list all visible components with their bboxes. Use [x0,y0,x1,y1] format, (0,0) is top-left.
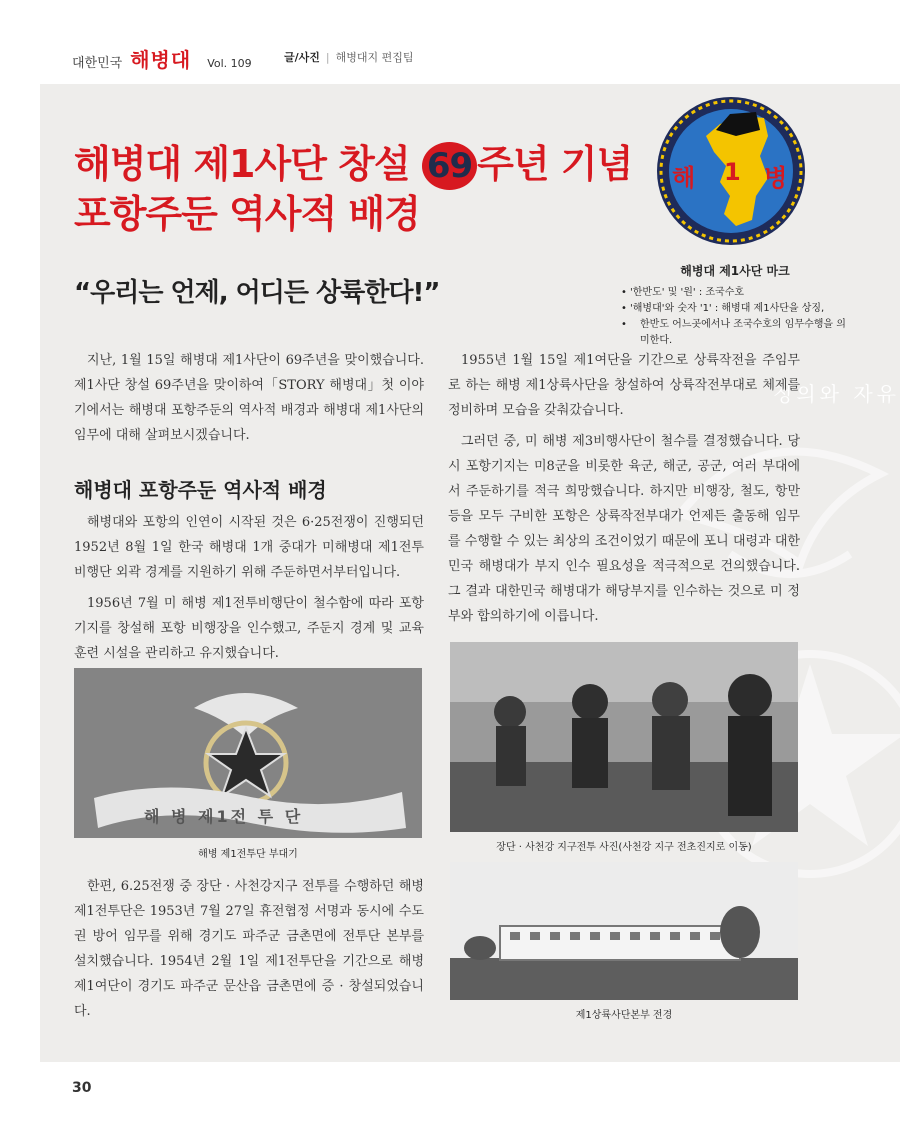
article-subtitle: “우리는 언제, 어디든 상륙한다!” [74,278,440,308]
battle-photo [450,642,798,832]
paragraph-3: 한편, 6.25전쟁 중 장단 · 사천강지구 전투를 수행하던 해병 제1전투단은 1953년 7월 27일 휴전협정 서명과 동시에 수도권 방어 임무를 위해 경기도 파주군 금촌면에 전투단 본부를 설치했습니다. 1954년 2월 1일 제1전투단을 기간으로 해병 제1여단이 경기도 파주군 문산읍 금촌면에 증 · 창설되었습니다. [74,879,424,1019]
division-badge [656,96,806,246]
paragraph-1: 해병대와 포항의 인연이 시작된 것은 6·25전쟁이 진행되던 1952년 8월 1일 한국 해병대 1개 중대가 미해병대 제1전투비행단 외곽 경계를 지원하기 위해 주둔하면서부터입니다. [74,515,424,580]
page-number: 30 [72,1080,92,1096]
badge-caption-list [620,285,850,349]
header-volume: Vol. 109 [207,57,252,70]
header-credit [284,49,414,65]
hq-image [450,862,798,1000]
watermark-text: 정의와 자유 [773,382,900,406]
title-number-69: 69 [422,142,477,190]
header-brand: 해병대 [130,48,192,72]
credit-label: 글/사진 [284,51,320,64]
badge-caption [620,262,850,349]
left-column-body [74,510,424,666]
badge-caption-item: • 한반도 어느곳에서나 조국수호의 임무수행을 의미한다. [630,317,850,349]
badge-text-left: 해 [672,164,696,192]
intro-paragraph [74,348,424,448]
left-column-lower [74,874,424,1024]
badge-caption-item: • '한반도' 및 '원' : 조국수호 [630,285,850,301]
badge-caption-item: • '해병대'와 숫자 '1' : 해병대 제1사단을 상징, [630,301,850,317]
badge-caption-title: 해병대 제1사단 마크 [680,264,790,278]
right-column-body [448,348,800,629]
paragraph-4: 1955년 1월 15일 제1여단을 기간으로 상륙작전을 주임무로 하는 해병 제1상륙사단을 창설하여 상륙작전부대로 체제를 정비하며 모습을 갖춰갔습니다. [448,353,800,418]
title-part1: 해병대 제1사단 창설 [74,142,410,186]
paragraph-2: 1956년 7월 미 해병 제1전투비행단이 철수함에 따라 포항기지를 창설해 포항 비행장을 인수했고, 주둔지 경계 및 교육훈련 시설을 관리하고 유지했습니다. [74,596,424,661]
section-heading: 해병대 포항주둔 역사적 배경 [74,478,327,502]
magazine-header [72,44,252,70]
hq-photo [450,862,798,1000]
hq-photo-caption: 제1상륙사단본부 전경 [575,1010,673,1021]
flag-photo-caption: 해병 제1전투단 부대기 [198,849,298,860]
header-country: 대한민국 [72,56,123,71]
credit-separator: | [325,51,330,64]
title-part2: 주년 기념 [477,142,633,186]
badge-text-right: 병 [764,164,788,192]
flag-banner-text: 해 병 제1전 투 단 [144,807,304,826]
battle-image [450,642,798,832]
title-line2: 포항주둔 역사적 배경 [74,192,420,236]
article-title [74,140,674,238]
intro-text: 지난, 1월 15일 해병대 제1사단이 69주년을 맞이했습니다. 제1사단 창설 69주년을 맞이하여「STORY 해병대」첫 이야기에서는 해병대 포항주둔의 역사적 배경과 해병대 제1사단의 임무에 대해 살펴보시겠습니다. [74,353,424,443]
battle-photo-caption: 장단 · 사천강 지구전투 사진(사천강 지구 전초진지로 이동) [496,842,752,853]
paragraph-5: 그러던 중, 미 해병 제3비행사단이 철수를 결정했습니다. 당시 포항기지는 미8군을 비롯한 육군, 해군, 공군, 여러 부대에서 주둔하기를 적극 희망했습니다. 하지만 비행장, 철도, 항만 등을 모두 구비한 포항은 상륙작전부대가 언제든 출동해 임무를 수행할 수 있는 최상의 조건이었기 때문에 포니 대령과 대한민국 해병대가 부지 인수 필요성을 적극적으로 건의했습니다. 그 결과 대한민국 해병대가 해당부지를 인수하는 것으로 미 정부와 합의하기에 이릅니다. [448,434,800,624]
flag-photo [74,668,422,838]
badge-text-mid: 1 [724,158,741,186]
credit-value: 해병대지 편집팀 [335,51,414,64]
